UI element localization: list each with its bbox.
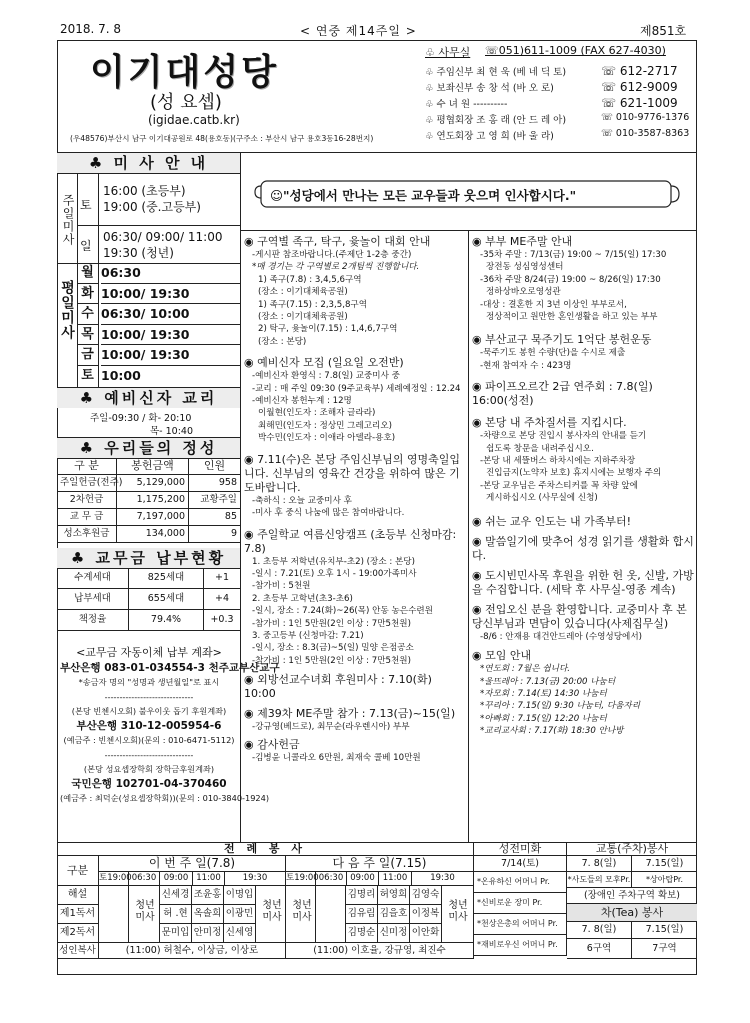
dues-cell: +0.3	[204, 610, 240, 631]
bulletin-date: 2018. 7. 8	[60, 22, 122, 36]
notice-line: 진입금지(노약자 보호) 휴지시에는 보행자 주의	[486, 468, 662, 479]
notice-line: *자모회 : 7.14(토) 14:30 나눔터	[480, 688, 607, 699]
notice-line: 1) 족구(7.8) : 3,4,5,6구역	[258, 274, 362, 285]
notice-line: -일시, 장소 : 8.3(금)~5(일) 밀양 은점공소	[252, 643, 414, 654]
notice-line: -게시판 참조바랍니다.(주제단 1-2층 중간)	[252, 250, 412, 260]
this-week-title: 이 번 주 일(7.8)	[99, 856, 286, 872]
notice-title: ◉ 쉬는 교우 인도는 내 가족부터!	[472, 514, 632, 528]
cleaning-group: *재비로우신 어머니 Pr.	[474, 935, 567, 956]
notice-line: (장소 : 본당)	[258, 336, 307, 347]
notice-line: *울뜨레아 : 7.13(금) 20:00 나눔터	[480, 676, 616, 687]
lector-this: 신세영	[224, 924, 256, 943]
dues-cell: 납부세대	[57, 589, 129, 610]
parish-address: (우48576)부산시 남구 이기대공원로 48(용호동)(구주소 : 부산시 남구 용호3동16-28번지)	[70, 134, 374, 143]
notice-title: ◉ 본당 내 주차질서를 지킵시다.	[472, 416, 627, 430]
notice-title: ◉ 도시빈민사목 후원을 위한 헌 옷, 신발, 가방을 수집합니다. (세탁 후 사무실-영종 계속)	[472, 568, 694, 596]
account-line: (예금주 : 최덕순(성요셉장학회))(문의 : 010-3840-1924)	[60, 793, 270, 803]
offering-cell: 주일헌금(전주)	[57, 475, 117, 492]
notice-item	[472, 569, 696, 597]
offering-cell: 1,175,200	[117, 492, 189, 509]
contact-label: ♧ 연도회장 고 영 희 (바 울 라)	[425, 131, 554, 142]
traffic-note: (장애인 주차구역 확보)	[567, 888, 697, 904]
weekday-label: 수	[77, 304, 99, 325]
sun-mass-times: 06:30/ 09:00/ 11:00 19:30 (청년)	[103, 230, 223, 260]
weekday-label: 목	[77, 325, 99, 346]
notice-line: -축하식 : 오늘 교중미사 후	[252, 495, 352, 506]
notice-line: *매 경기는 각 구역별로 2개팀씩 진행합니다.	[252, 262, 420, 273]
liturgy-service-table	[57, 842, 697, 975]
parish-patron: (성 요셉)	[150, 92, 222, 113]
sunday-mass-label: 주일미사	[61, 194, 75, 246]
contact-label: ♧ 주임신부 최 현 욱 (베 네 딕 토)	[425, 67, 567, 78]
tea-group: 6구역	[567, 939, 632, 959]
offering-cell: 958	[189, 475, 240, 492]
lector-next: 이정복	[410, 905, 442, 924]
greeting-text: ☺"성당에서 만나는 모든 교우들과 웃으며 인사합시다."	[270, 188, 577, 203]
cleaning-group: *신비로운 장미 Pr.	[474, 893, 567, 914]
contact-phone: ☏051)611-1009 (FAX 627-4030)	[485, 44, 666, 57]
account-line: ------------------------------	[104, 691, 194, 702]
weekday-mass-time: 06:30	[101, 263, 240, 284]
mass-time-next: 06:30	[316, 872, 347, 886]
youth-blank-1	[99, 886, 129, 943]
offering-cell: 85	[189, 509, 240, 526]
traffic-title: 교통(주차)봉사	[567, 842, 697, 856]
lector-next: 허영희	[378, 886, 410, 905]
notice-item	[244, 707, 466, 733]
sun-label: 일	[80, 239, 92, 253]
notice-line: -8/6 : 안재용 대건안드레아 (수영성당에서)	[480, 631, 642, 642]
traffic-date: 7. 8(일)	[567, 856, 632, 872]
account-line: (본당 빈첸시오회) 불우이웃 돕기 후원계좌)	[71, 706, 227, 716]
notice-line: -36차 주말 8/24(금) 19:00 ~ 8/26(일) 17:30	[480, 274, 661, 285]
notice-line: -강규영(베드로), 최무순(라우렌시아) 부부	[252, 722, 410, 733]
offering-cell: 5,129,000	[117, 475, 189, 492]
offering-cell: 9	[189, 526, 240, 543]
contact-label: ♧ 보좌신부 송 창 석 (바 오 로)	[425, 83, 554, 94]
service-row-label: 제1독서	[57, 905, 99, 924]
lector-this: 신세경	[160, 886, 192, 905]
notice-line: -35차 주말 : 7/13(금) 19:00 ~ 7/15(일) 17:30	[480, 250, 667, 260]
weekday-mass-time: 10:00	[101, 368, 141, 383]
account-line: (예금주 : 빈첸시오회)(문의 : 010-6471-5112)	[63, 735, 235, 745]
contact-label: ♧ 사무실	[425, 46, 471, 59]
mass-time-next: 19:30	[412, 872, 474, 886]
service-row-label: 해설	[57, 886, 99, 905]
dues-title: ♣ 교무금 납부현황	[57, 548, 240, 568]
notice-item	[472, 515, 696, 529]
catechumen-schedule-1: 주일-09:30 / 화- 20:10	[90, 413, 192, 424]
notice-item	[244, 356, 466, 444]
traffic-date: 7.15(일)	[632, 856, 697, 872]
contact-phone: ☏ 621-1009	[601, 96, 678, 110]
notice-line: -일시, 장소 : 7.24(화)~26(목) 안동 농은수련원	[252, 606, 433, 617]
lector-this: 이명입	[224, 886, 256, 905]
notice-title: ◉ 부산교구 묵주기도 1억단 봉헌운동	[472, 333, 652, 347]
weekday-label: 금	[77, 345, 99, 366]
weekday-label: 토	[77, 366, 99, 387]
notice-item	[472, 333, 696, 372]
catechumen-schedule-2: 목- 10:40	[150, 426, 194, 437]
service-label-col: 구분	[57, 856, 99, 886]
offering-cell: 2차헌금	[57, 492, 117, 509]
tea-date: 7.15(일)	[632, 922, 697, 939]
offering-header: 봉헌금액	[117, 458, 189, 475]
notice-line: 게시하십시오 (사무실에 신청)	[486, 493, 598, 504]
offering-header: 인원	[189, 458, 240, 475]
dues-cell: 79.4%	[129, 610, 204, 631]
notice-item	[244, 235, 466, 348]
traffic-group: *사도들의 모후Pr.	[567, 872, 632, 888]
issue-number: 제851호	[640, 24, 687, 38]
mass-time-next: 11:00	[379, 872, 412, 886]
lector-next: 이안화	[410, 924, 442, 943]
weekday-mass-time: 10:00/ 19:30	[101, 325, 240, 346]
notice-line: -일시 : 7.21(토) 오후 1시 - 19:00가족미사	[252, 568, 417, 579]
lector-next: 김을호	[378, 905, 410, 924]
notice-item	[472, 649, 696, 737]
mass-time-next: 09:00	[347, 872, 379, 886]
weekday-label: 화	[77, 284, 99, 305]
notice-item	[472, 416, 696, 504]
contact-label: ♧ 수 녀 원 ----------	[425, 99, 508, 110]
youth-blank-2	[316, 886, 346, 943]
lector-next: 김명순	[346, 924, 378, 943]
notice-line: -묵주기도 봉헌 수량(단)을 수시로 제출	[480, 348, 626, 359]
notice-title: ◉ 말씀일기에 맞추어 성경 읽기를 생활화 합시다.	[472, 534, 694, 562]
lector-this: 허 .현	[160, 905, 192, 924]
notice-line: 장전동 성심영성센터	[486, 262, 564, 273]
lector-this: 이광민	[224, 905, 256, 924]
sat-mass-times: 16:00 (초등부) 19:00 (중.고등부)	[103, 184, 201, 214]
notice-item	[244, 673, 466, 701]
notice-line: -차량으로 본당 진입시 봉사자의 안내를 듣기	[480, 431, 647, 442]
youth-mass-label: 청년 미사	[448, 900, 468, 923]
sat-label: 토	[80, 198, 92, 212]
dues-cell: +1	[204, 568, 240, 589]
contact-label: ♧ 평협회장 조 홍 래 (안 드 레 아)	[425, 115, 567, 126]
notice-line: *꾸리아 : 7.15(일) 9:30 나눔터, 다움자리	[480, 701, 641, 712]
mass-time-this: 11:00	[193, 872, 225, 886]
notice-title: ◉ 구역별 족구, 탁구, 윷놀이 대회 안내	[244, 235, 431, 248]
notice-line: -미사 후 중식 나눔에 많은 참여바랍니다.	[252, 508, 405, 519]
notice-title: ◉ 파이프오르간 2급 연주회 : 7.8(일) 16:00(성전)	[472, 380, 653, 408]
account-line: ------------------------------	[104, 749, 194, 760]
contact-phone: ☏ 010-9776-1376	[601, 112, 690, 123]
mass-time-this: 09:00	[160, 872, 193, 886]
youth-mass-label: 청년 미사	[262, 900, 282, 923]
notice-line: 1) 족구(7.15) : 2,3,5,8구역	[258, 299, 368, 310]
tea-group: 7구역	[632, 939, 697, 959]
notice-title: ◉ 주일학교 여름신앙캠프 (초등부 신청마감: 7.8)	[244, 527, 457, 555]
notice-line: 정상적이고 원만한 혼인생활을 하고 있는 부부	[486, 312, 658, 323]
youth-mass-label: 청년 미사	[292, 900, 312, 923]
cleaning-group: *천상은총의 어머니 Pr.	[474, 914, 567, 935]
notice-title: ◉ 외방선교수녀회 후원미사 : 7.10(화) 10:00	[244, 673, 432, 701]
notice-line: 쉽도록 창문을 내려주십시오.	[486, 443, 594, 454]
notice-line: -예비신자 봉헌누계 : 12명	[252, 396, 352, 407]
notice-line: *연도회 : 7월은 쉽니다.	[480, 664, 570, 675]
lector-next: 신미정	[378, 924, 410, 943]
offering-cell: 성소후원금	[57, 526, 117, 543]
dues-cell: 책정율	[57, 610, 129, 631]
notice-item	[472, 535, 696, 563]
notice-line: -김병윤 니콜라오 6만원, 최재숙 콜베 10만원	[252, 752, 421, 763]
offering-cell: 7,197,000	[117, 509, 189, 526]
notice-line: -본당 내 세뜰버스 하차시에는 지하주차장	[480, 456, 636, 467]
adult-server-next: (11:00) 이호율, 강규영, 최진수	[286, 943, 474, 959]
lector-this: 옥솔희	[192, 905, 224, 924]
notice-line: -예비신자 환영식 : 7.8(일) 교중미사 중	[252, 371, 400, 382]
notice-item	[244, 738, 466, 764]
notice-title: ◉ 7.11(수)은 본당 주임신부님의 영명축일입니다. 신부님의 영육간 건강을 위하여 많은 기도바랍니다.	[244, 452, 461, 494]
adult-server-label: 성인복사	[57, 943, 99, 959]
cleaning-date: 7/14(토)	[474, 856, 567, 872]
weekday-mass-time: 10:00/ 19:30	[101, 284, 240, 305]
service-row-label: 제2독서	[57, 924, 99, 943]
account-line: 국민은행 102701-04-370460	[71, 777, 227, 790]
notice-line: 정하상바오로영성관	[486, 287, 561, 298]
notice-title: ◉ 감사헌금	[244, 737, 300, 751]
account-line: (본당 성요셉장학회 장학금후원계좌)	[83, 764, 215, 774]
offering-cell: 134,000	[117, 526, 189, 543]
lector-this: 안미정	[192, 924, 224, 943]
weekday-label: 월	[77, 263, 99, 284]
lector-next: 김영숙	[410, 886, 442, 905]
notice-title: ◉ 제39차 ME주말 참가 : 7.13(금)~15(일)	[244, 707, 456, 721]
lector-this: 문미입	[160, 924, 192, 943]
notice-line: 1. 초등부 저학년(유치부-초2) (장소 : 본당)	[252, 556, 415, 567]
notice-title: ◉ 부부 ME주말 안내	[472, 235, 573, 248]
parish-website[interactable]: (igidae.catb.kr)	[148, 113, 240, 127]
dues-cell: +4	[204, 589, 240, 610]
notice-line: -본당 교우님은 주차스티커를 꼭 차량 앞에	[480, 480, 638, 491]
account-line: *송금자 명의 "성명과 생년월일"로 표시	[78, 677, 220, 687]
catechumen-title: ♣ 예비신자 교리	[57, 388, 240, 408]
notice-line: -참가비 : 5천원	[252, 581, 311, 592]
weekday-mass-time: 10:00/ 19:30	[101, 345, 240, 366]
service-title: 전 례 봉 사	[57, 842, 474, 856]
offering-cell: 교 무 금	[57, 509, 117, 526]
notice-line: (장소 : 이기대체육공원)	[258, 312, 348, 323]
notice-item	[472, 603, 696, 643]
cleaning-group: *온유하신 어머니 Pr.	[474, 872, 567, 893]
notice-item	[472, 380, 696, 408]
notice-line: 2) 탁구, 윷놀이(7.15) : 1,4,6,7구역	[258, 324, 398, 335]
notice-line: 2. 초등부 고학년(초3-초6)	[252, 593, 353, 604]
notice-line: *교리교사회 : 7.17(화) 18:30 안나방	[480, 726, 624, 737]
account-line: 부산은행 310-12-005954-6	[76, 719, 222, 732]
weekday-mass-time: 06:30/ 10:00	[101, 304, 240, 325]
contact-phone: ☏ 010-3587-8363	[601, 128, 690, 139]
greeting-banner	[258, 178, 698, 212]
lector-next: 김명리	[346, 886, 378, 905]
notice-line: 이월현(인도자 : 조해자 글라라)	[258, 408, 376, 419]
offering-cell: 교황주일	[189, 492, 240, 509]
notice-line: *아빠회 : 7.15(일) 12:20 나눔터	[480, 713, 607, 724]
account-title: <교무금 자동이체 납부 계좌>	[76, 646, 222, 659]
notice-title: ◉ 예비신자 모집 (일요일 오전반)	[244, 356, 404, 370]
cleaning-title: 성전미화	[474, 842, 567, 856]
lector-next: 김유림	[346, 905, 378, 924]
notice-title: ◉ 모임 안내	[472, 649, 532, 663]
offering-header: 구 분	[57, 458, 117, 475]
tea-date: 7. 8(일)	[567, 922, 632, 939]
notice-line: -대상 : 결혼한 지 3년 이상인 부부로서,	[480, 299, 627, 310]
contact-phone: ☏ 612-2717	[601, 64, 678, 78]
dues-cell: 수계세대	[57, 568, 129, 589]
mass-title: ♣ 미 사 안 내	[57, 153, 240, 173]
next-week-title: 다 음 주 일(7.15)	[286, 856, 474, 872]
notice-line: 박수민(인도자 : 이애라 아델라-용호)	[258, 433, 396, 444]
mass-time-this: 19:30	[225, 872, 286, 886]
notice-item	[472, 235, 696, 323]
parish-name: 이기대성당	[90, 52, 279, 93]
youth-mass-label: 청년 미사	[135, 900, 155, 923]
notice-line: -참가비 : 1인 5만원(2인 이상 : 7만5천원)	[252, 655, 411, 666]
traffic-group: *상아탑Pr.	[632, 872, 697, 888]
weekday-mass-label: 평일미사	[59, 280, 75, 340]
week-title: < 연중 제14주일 >	[300, 24, 417, 38]
notice-item	[244, 453, 466, 520]
lector-this: 조윤홍	[192, 886, 224, 905]
notice-line: (장소 : 이기대체육공원)	[258, 287, 348, 298]
mass-time-next: 토19:00	[286, 872, 316, 886]
notice-line: -교리 : 매 주일 09:30 (9주교육부) 세례예정일 : 12.24	[252, 383, 461, 394]
notices-left-column	[244, 235, 466, 768]
mass-time-this: 06:30	[129, 872, 160, 886]
dues-cell: 825세대	[129, 568, 204, 589]
tea-title: 차(Tea) 봉사	[567, 904, 697, 922]
notice-line: -참가비 : 1인 5만원(2인 이상 : 7만5천원)	[252, 618, 411, 629]
mass-time-this: 토19:00	[99, 872, 129, 886]
contact-phone: ☏ 612-9009	[601, 80, 678, 94]
notice-line: 최해민(인도자 : 정상민 그레고리오)	[258, 420, 393, 431]
notices-right-column	[472, 235, 696, 744]
dues-cell: 655세대	[129, 589, 204, 610]
offering-title: ♣ 우리들의 정성	[57, 438, 240, 458]
adult-server-this: (11:00) 허철수, 이상금, 이상로	[99, 943, 286, 959]
account-line: 부산은행 083-01-034554-3 천주교부산교구	[60, 661, 280, 674]
notice-line: 3. 중고등부 (신청마감: 7.21)	[252, 630, 364, 641]
notice-line: -현재 참여자 수 : 423명	[480, 360, 572, 371]
notice-item	[244, 528, 466, 668]
notice-title: ◉ 전입오신 분을 환영합니다. 교중미사 후 본당신부님과 면담이 있습니다(사제집무실)	[472, 602, 687, 630]
